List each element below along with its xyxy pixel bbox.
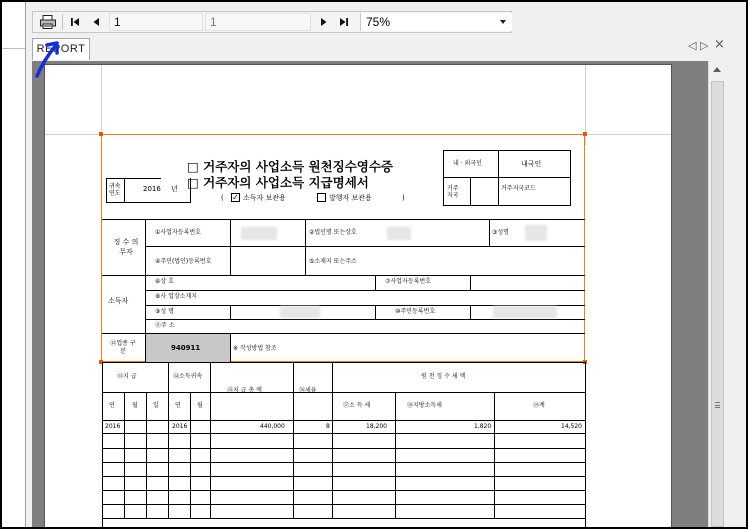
table-line [489, 219, 490, 247]
box-line [443, 150, 444, 206]
address-field-label: ⑤소재지 또는주소 [309, 258, 357, 265]
first-page-button[interactable] [67, 13, 83, 31]
form-title-line1: □ 거주자의 사업소득 원천징수영수증 [187, 159, 393, 174]
table-line [102, 362, 586, 363]
current-page-input[interactable]: 1 [109, 13, 203, 31]
next-page-icon [320, 17, 328, 27]
box-line [106, 178, 161, 179]
industry-label: ⑫업종 구분 [110, 340, 136, 355]
table-line [102, 518, 586, 519]
print-button[interactable] [38, 13, 58, 31]
form-title-line2: □ 거주자의 사업소득 지급명세서 [187, 175, 369, 190]
table-line [145, 290, 585, 291]
total-pages-field: 1 [205, 13, 311, 31]
grip-icon [715, 402, 720, 408]
row-attr-year: 2016 [172, 423, 188, 430]
year-value: 2016 [143, 185, 161, 193]
table-line [470, 275, 471, 290]
biz-reg-no-label: ①사업자등록번호 [155, 229, 201, 236]
redacted-value [241, 227, 277, 240]
scroll-up-icon[interactable] [713, 67, 721, 72]
table-line [305, 219, 306, 275]
table-line [102, 504, 586, 505]
redacted-value [493, 306, 557, 318]
table-line [102, 275, 585, 276]
table-line [102, 476, 586, 477]
earner-label: 소득자 [108, 297, 129, 305]
next-page-button[interactable] [317, 13, 331, 31]
copy-earner-label: 소득자 보관용 [243, 194, 286, 202]
zoom-value: 75% [366, 15, 391, 29]
table-line [395, 392, 396, 518]
residence-country-label: 거주 지국 [447, 185, 459, 199]
first-page-icon [70, 17, 80, 27]
paren-close: ) [402, 194, 405, 202]
table-line [230, 333, 231, 362]
box-line [470, 177, 471, 206]
table-line [190, 392, 191, 518]
col-local-tax-label: ⑱지방소득세 [407, 402, 442, 409]
sub-month-label: 월 [132, 402, 138, 409]
col-sum-label: ⑲계 [533, 402, 545, 409]
col-total-label: ⑮지 급 총 액 [227, 387, 262, 394]
chevron-down-icon [500, 20, 506, 24]
table-line [375, 275, 376, 290]
table-line [585, 362, 586, 527]
table-line [124, 392, 125, 518]
sub-month2-label: 월 [197, 402, 203, 409]
report-page [44, 64, 672, 527]
copy-issuer-checkbox[interactable] [317, 193, 326, 202]
table-line [293, 362, 294, 518]
col-income-tax-label: ⑰소 득 세 [343, 402, 371, 409]
table-line [102, 219, 585, 220]
table-line [210, 362, 211, 518]
toolbar-separator [62, 14, 63, 30]
report-viewer-window [2, 2, 746, 527]
table-line [230, 305, 231, 319]
corp-reg-no-label: ④주민(법인)등록번호 [155, 258, 212, 265]
table-line [494, 392, 495, 518]
tab-scroll-left-icon[interactable]: ◁ [688, 39, 697, 52]
row-sum: 14,520 [561, 423, 582, 430]
table-line [470, 305, 471, 319]
rep-name-label: ③성명 [492, 229, 509, 236]
copy-issuer-label: 발행자 보관용 [329, 194, 372, 202]
year-unit: 년 [171, 185, 178, 193]
row-pay-year: 2016 [105, 423, 121, 430]
table-line [102, 362, 103, 527]
resident-reg-no-label: ⑩주민등록번호 [395, 308, 436, 315]
table-line [145, 319, 585, 320]
close-icon[interactable]: × [714, 37, 725, 52]
table-line [230, 219, 231, 275]
residence-code-label: 거주지국코드 [501, 185, 536, 192]
earner-address-label: ⑪주 소 [155, 322, 175, 329]
col-rate-label: ⑯세율 [299, 387, 317, 394]
trade-name-label: ⑥상 호 [155, 278, 174, 285]
earner-name-label: ⑨성 명 [155, 308, 174, 315]
industry-note: ※ 작성방법 참조 [233, 345, 277, 352]
left-pane-divider [2, 48, 25, 49]
box-line [498, 150, 499, 206]
prev-page-button[interactable] [89, 13, 103, 31]
tab-report[interactable]: REPORT [32, 38, 90, 60]
paren-open: ( [221, 194, 224, 202]
box-line [106, 178, 107, 203]
box-line [443, 205, 571, 206]
scrollbar-thumb[interactable] [711, 81, 724, 527]
box-line [443, 150, 571, 151]
resident-value: 내국인 [521, 160, 542, 168]
last-page-button[interactable] [336, 13, 352, 31]
row-income-tax: 18,200 [366, 423, 387, 430]
resize-handle[interactable] [99, 132, 103, 136]
box-line [443, 177, 571, 178]
biz-address-label: ⑧사 업장소재지 [155, 293, 198, 300]
sub-year2-label: 연 [175, 402, 181, 409]
vertical-scrollbar[interactable] [708, 61, 725, 527]
table-line [146, 392, 147, 518]
tab-scroll-right-icon[interactable]: ▷ [700, 39, 709, 52]
sub-year-label: 연 [109, 402, 115, 409]
resize-handle[interactable] [583, 132, 587, 136]
redacted-value [387, 227, 411, 240]
prev-page-icon [92, 17, 100, 27]
box-line [570, 150, 571, 206]
table-line [375, 305, 376, 319]
redacted-value [280, 306, 320, 318]
table-line [102, 420, 586, 421]
corp-name-label: ②법인명 또는상호 [309, 229, 357, 236]
mgmt-no-label: 귀속 연도 [109, 183, 121, 197]
zoom-select[interactable] [360, 13, 512, 31]
left-pane [2, 2, 26, 527]
table-line [102, 433, 586, 434]
resident-label: 내 · 외국인 [453, 160, 482, 167]
box-line [124, 178, 125, 203]
industry-code: 940911 [171, 344, 201, 352]
box-line [106, 202, 190, 203]
table-line [333, 392, 585, 393]
table-line [145, 246, 585, 247]
sub-day-label: 일 [153, 402, 159, 409]
row-local-tax: 1,820 [474, 423, 492, 430]
tab-bar [28, 36, 746, 60]
biz-reg-no2-label: ⑦사업자등록번호 [385, 278, 431, 285]
printer-icon [40, 15, 56, 29]
col-pay-label: ⑬지 급 [117, 373, 137, 380]
copy-earner-checkbox[interactable]: ✓ [232, 193, 239, 202]
table-line [102, 448, 586, 449]
table-line [332, 362, 333, 518]
table-line [168, 362, 169, 518]
withholder-label: 징 수 의무자 [113, 238, 139, 256]
last-page-icon [339, 17, 349, 27]
table-line [102, 490, 586, 491]
row-total: 440,000 [260, 423, 285, 430]
col-withholding-label: 원 천 징 수 세 액 [421, 373, 466, 380]
row-rate: 8 [326, 423, 330, 430]
report-viewport[interactable] [32, 61, 708, 527]
viewer-toolbar [32, 11, 512, 33]
col-attr-label: ⑭소득귀속 [173, 373, 203, 380]
redacted-value [525, 225, 547, 241]
table-line [102, 462, 586, 463]
